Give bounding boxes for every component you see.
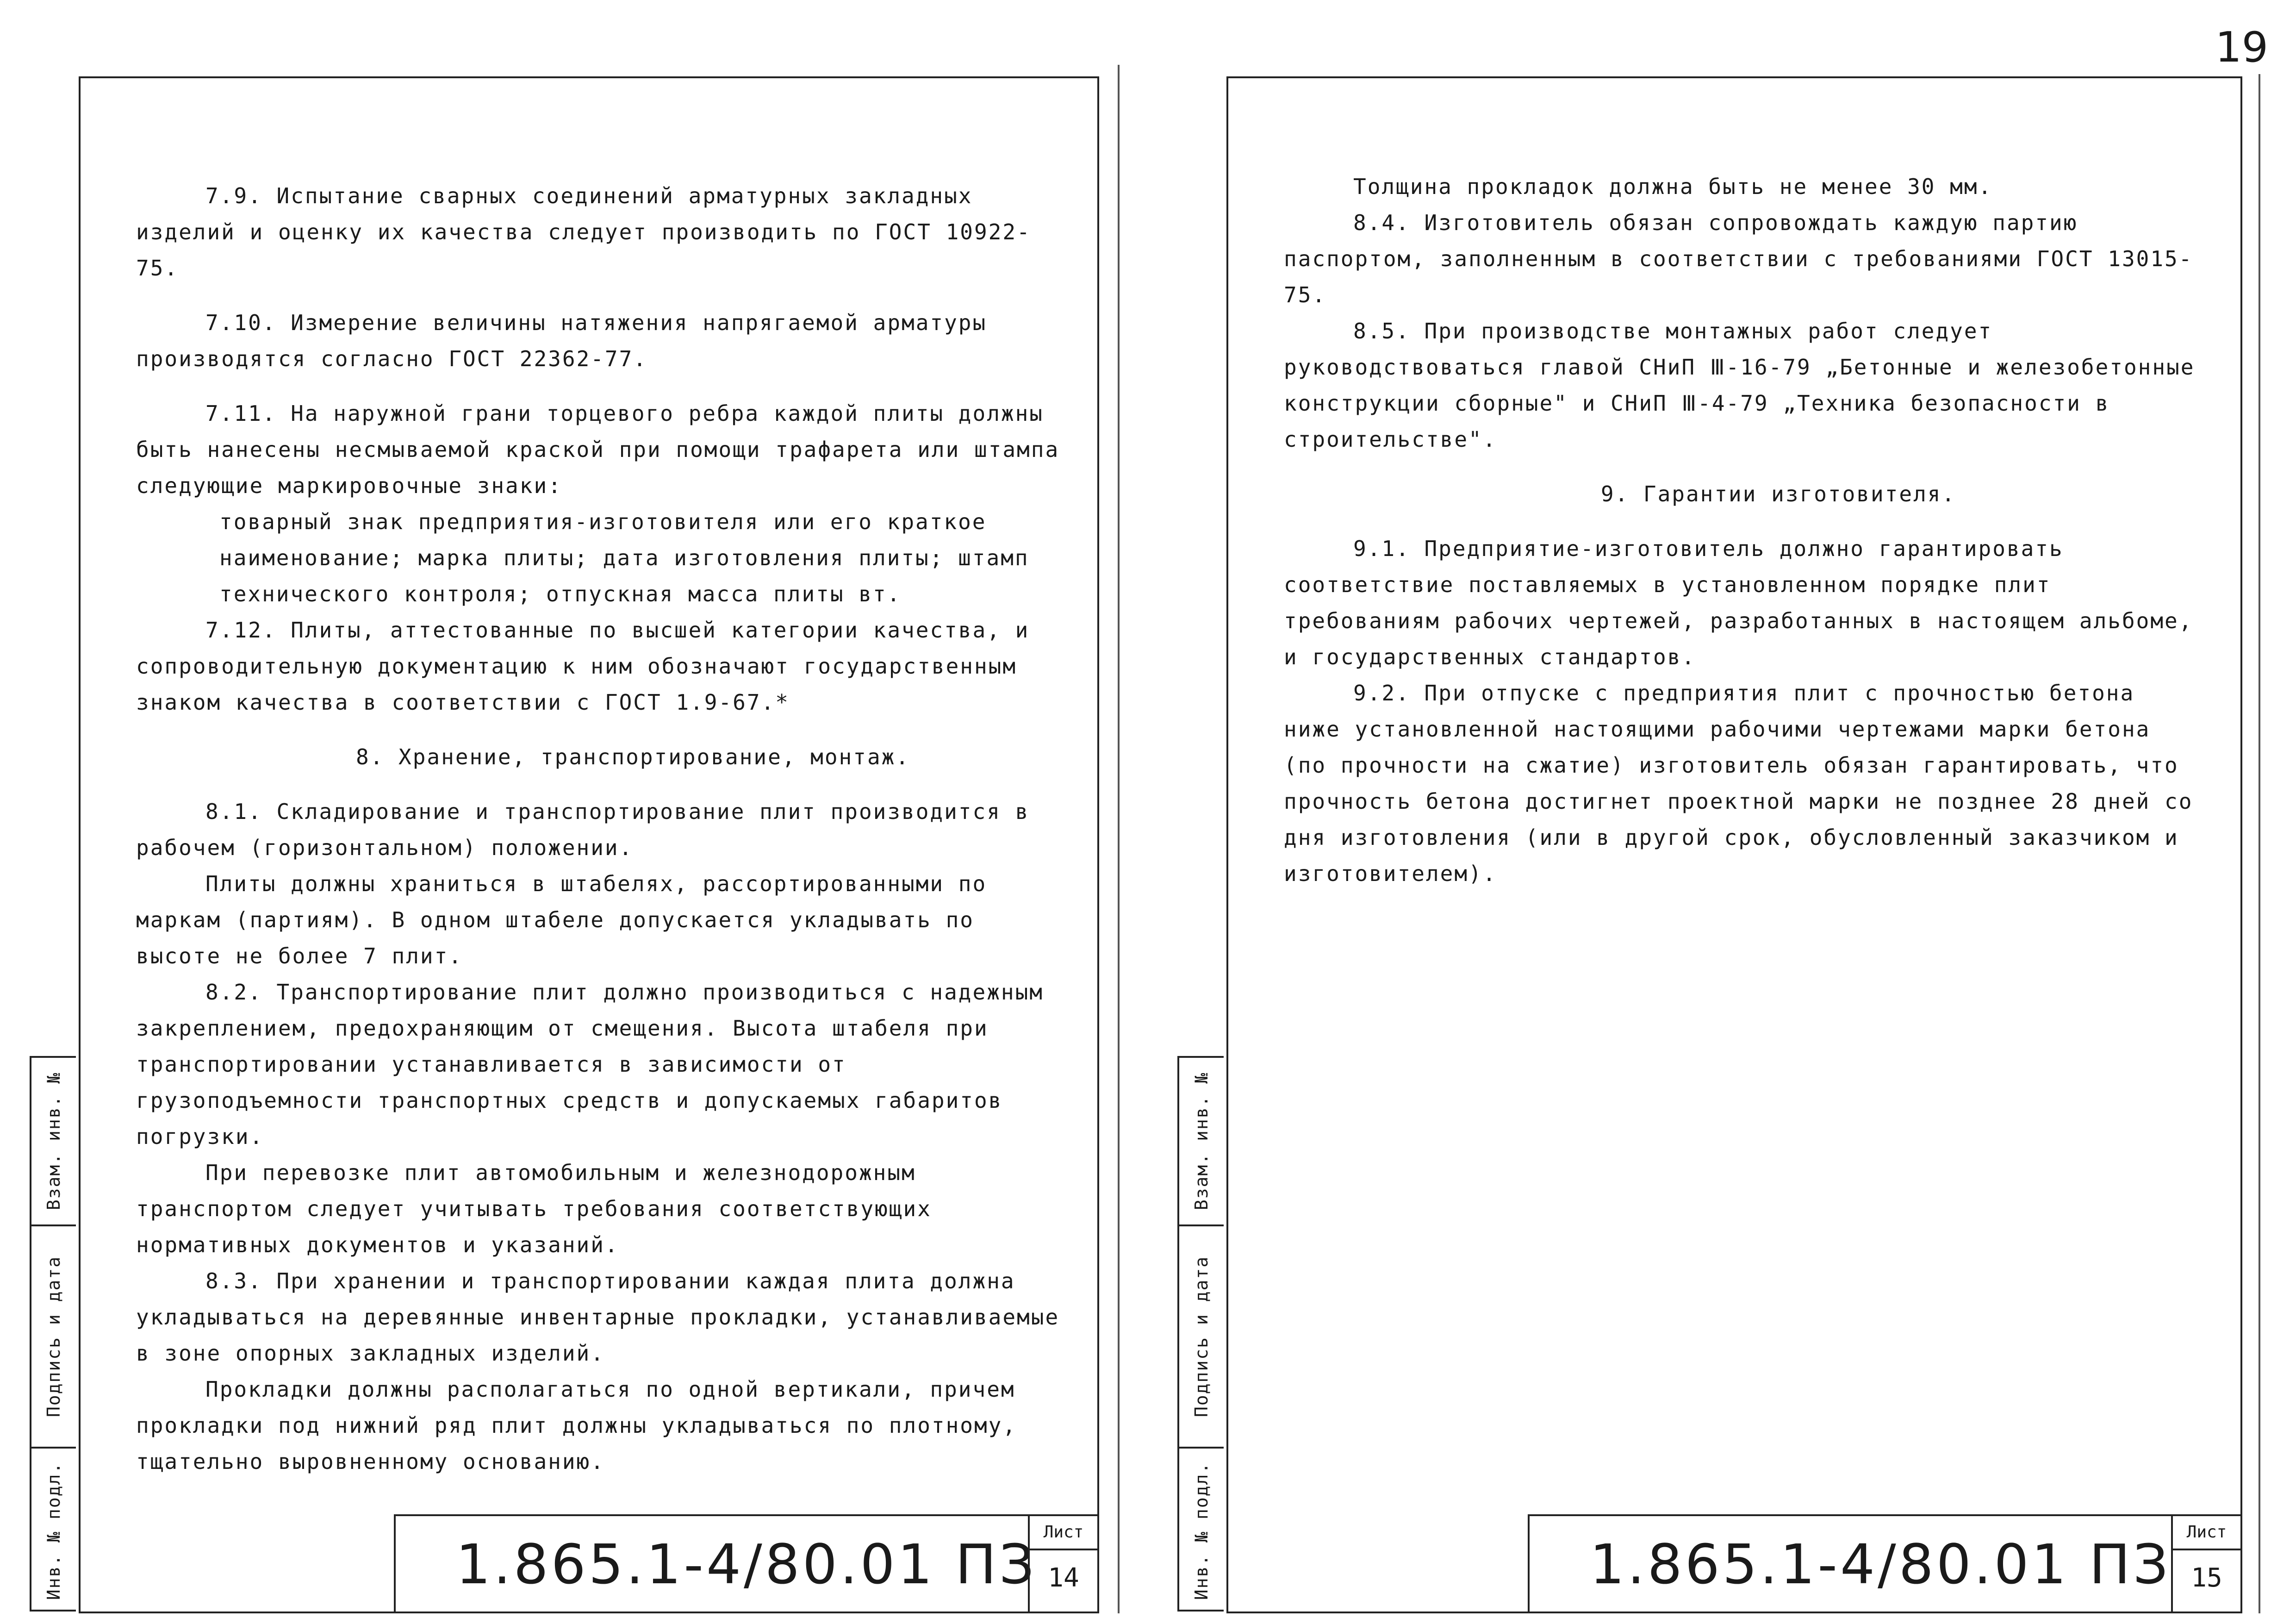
sheet-number-box [1028,1516,1097,1612]
paragraph-8-3: 8.3. При хранении и транспортировании каждая плита должна укладываться на деревянные инвентарные прокладки, устанавливаемые в зоне опорных закладных изделий. [136,1268,1060,1366]
paragraph-7-11: 7.11. На наружной грани торцевого ребра каждой плиты должны быть нанесены несмываемой краской при помощи трафарета или штампа следующие маркировочные знаки: [136,401,1060,498]
gutter-label-signature-date: Подпись и дата [44,1255,64,1418]
paragraph-8-5: 8.5. При производстве монтажных работ следует руководствоваться главой СНиП Ⅲ-16-79 „Бетонные и железобетонные конструкции сборные" и СНиП Ⅲ-4-79 „Техника безопасности в строительстве". [1284,319,2195,452]
gutter-cell-original-inv [1179,1447,1224,1613]
page-number: 19 [2215,23,2268,72]
sheet-number: 14 [1048,1563,1079,1593]
right-sheet [1191,76,2242,1613]
paragraph-8-2: 8.2. Транспортирование плит должно производиться с надежным закреплением, предохраняющим от смещения. Высота штабеля при транспортировании устанавливается в зависимости от грузоподъемности транспортных средств и допускаемых габаритов погрузки. [136,980,1044,1149]
paragraph-pads-thickness: Толщина прокладок должна быть не менее 30 мм. [1353,174,1993,199]
gutter-cell-replace-inv [1179,1058,1224,1224]
document-code: 1.865.1-4/80.01 ПЗ [1590,1532,2171,1596]
paragraph-9-2: 9.2. При отпуске с предприятия плит с прочностью бетона ниже установленной настоящими рабочими чертежами марки бетона (по прочности на сжатие) изготовитель обязан гарантировать, что прочность бетона достигнет проектной марки не позднее 28 дней со дня изготовления (или в другой срок, обусловленный заказчиком и изготовителем). [1284,681,2193,886]
paragraph-8-1: 8.1. Складирование и транспортирование плит производится в рабочем (горизонтальном) положении. [136,799,1030,860]
marking-list: товарный знак предприятия-изготовителя или его краткое наименование; марка плиты; дата изготовления плиты; штамп технического контроля; отпускная масса плиты вт. [219,509,1029,606]
paragraph-8-3-pads: Прокладки должны располагаться по одной вертикали, причем прокладки под нижний ряд плит должны укладываться по плотному, тщательно выровненному основанию. [136,1377,1017,1474]
left-gutter-stamp [30,1056,76,1612]
sheet-label: Лист [1030,1516,1097,1550]
gutter-label-original-inv: Инв. № подл. [1191,1462,1212,1600]
right-gutter-stamp [1177,1056,1224,1612]
right-page-text [1284,169,2203,892]
left-sheet [44,76,1099,1613]
paragraph-8-2-transport: При перевозке плит автомобильным и железнодорожным транспортом следует учитывать требования соответствующих нормативных документов и указаний. [136,1160,932,1257]
gutter-label-original-inv: Инв. № подл. [44,1462,64,1600]
paragraph-7-9: 7.9. Испытание сварных соединений арматурных закладных изделий и оценку их качества следует производить по ГОСТ 10922-75. [136,183,1031,281]
left-page-text [136,178,1060,1480]
gutter-cell-replace-inv [31,1058,76,1224]
gutter-cell-signature-date [31,1224,76,1447]
sheet-label: Лист [2173,1516,2240,1550]
paragraph-8-4: 8.4. Изготовитель обязан сопровождать каждую партию паспортом, заполненным в соответствии с требованиями ГОСТ 13015-75. [1284,210,2193,307]
section-heading-8: 8. Хранение, транспортирование, монтаж. [355,744,910,769]
gutter-label-replace-inv: Взам. инв. № [44,1072,64,1211]
sheet-number-box [2171,1516,2240,1612]
right-title-block [1528,1514,2240,1612]
section-heading-9: 9. Гарантии изготовителя. [1600,481,1956,506]
gutter-label-signature-date: Подпись и дата [1191,1255,1212,1418]
paragraph-9-1: 9.1. Предприятие-изготовитель должно гарантировать соответствие поставляемых в установленном порядке плит требованиям рабочих чертежей, разработанных в настоящем альбоме, и государственных стандартов. [1284,536,2193,669]
gutter-label-replace-inv: Взам. инв. № [1191,1072,1212,1211]
right-edge-line [2259,74,2260,1613]
paragraph-7-10: 7.10. Измерение величины натяжения напрягаемой арматуры производятся согласно ГОСТ 22362-77. [136,310,987,371]
paragraph-8-1-stacks: Плиты должны храниться в штабелях, рассортированными по маркам (партиям). В одном штабеле допускается укладывать по высоте не более 7 плит. [136,871,987,968]
gutter-cell-signature-date [1179,1224,1224,1447]
sheet-number: 15 [2191,1563,2222,1593]
paragraph-7-12: 7.12. Плиты, аттестованные по высшей категории качества, и сопроводительную документацию к ним обозначают государственным знаком качества в соответствии с ГОСТ 1.9-67.* [136,618,1030,715]
gutter-cell-original-inv [31,1447,76,1613]
document-code: 1.865.1-4/80.01 ПЗ [456,1532,1037,1596]
center-divider [1118,65,1120,1613]
left-title-block [394,1514,1097,1612]
